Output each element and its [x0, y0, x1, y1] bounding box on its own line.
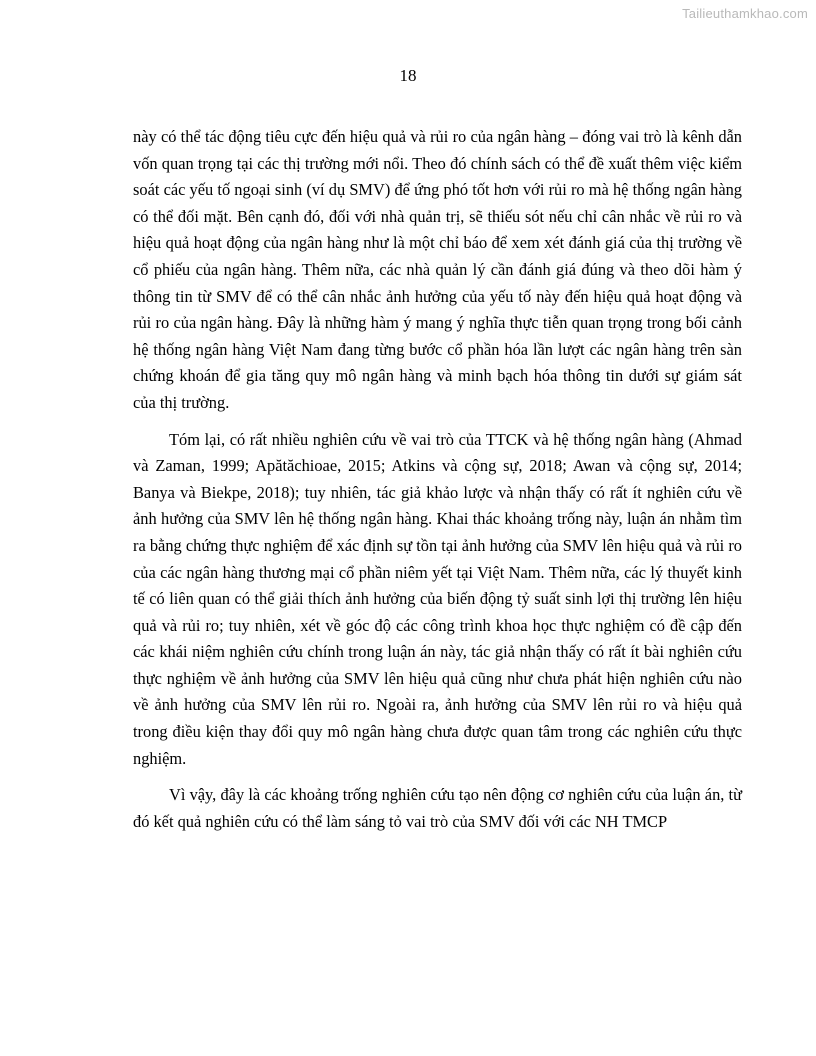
paragraph-summary: Tóm lại, có rất nhiều nghiên cứu về vai trò của TTCK và hệ thống ngân hàng (Ahmad và Zaman, 1999; Apătăchioae, 2015; Atkins và cộng sự, 2018; Awan và cộng sự, 2014; Banya và Biekpe, 2018); tuy nhiên, tác giả khảo lược và nhận thấy có rất ít nghiên cứu về ảnh hưởng của SMV lên hệ thống ngân hàng. Khai thác khoảng trống này, luận án nhằm tìm ra bằng chứng thực nghiệm để xác định sự tồn tại ảnh hưởng của SMV lên hiệu quả và rủi ro của các ngân hàng thương mại cổ phần niêm yết tại Việt Nam. Thêm nữa, các lý thuyết kinh tế có liên quan có thể giải thích ảnh hưởng của biến động tỷ suất sinh lợi thị trường lên hiệu quả và rủi ro; tuy nhiên, xét về góc độ các công trình khoa học thực nghiệm có đề cập đến các khái niệm nghiên cứu chính trong luận án này, tác giả nhận thấy có rất ít bài nghiên cứu thực nghiệm về ảnh hưởng của SMV lên hiệu quả cũng như chưa phát hiện nghiên cứu nào về ảnh hưởng của SMV lên rủi ro. Ngoài ra, ảnh hưởng của SMV lên rủi ro và hiệu quả trong điều kiện thay đổi quy mô ngân hàng chưa được quan tâm trong các nghiên cứu thực nghiệm. — [133, 429, 742, 768]
watermark: Tailieuthamkhao.com — [682, 6, 808, 21]
body-text — [133, 124, 742, 845]
page-number: 18 — [399, 66, 417, 85]
paragraph-continuation: này có thể tác động tiêu cực đến hiệu quả và rủi ro của ngân hàng – đóng vai trò là kênh dẫn vốn quan trọng tại các thị trường mới nổi. Theo đó chính sách có thể đề xuất thêm việc kiểm soát các yếu tố ngoại sinh (ví dụ SMV) để ứng phó tốt hơn với rủi ro mà hệ thống ngân hàng có thể đối mặt. Bên cạnh đó, đối với nhà quản trị, sẽ thiếu sót nếu chỉ cân nhắc về rủi ro và hiệu quả hoạt động của ngân hàng như là một chỉ báo để xem xét đánh giá của thị trường về cổ phiếu của ngân hàng. Thêm nữa, các nhà quản lý cần đánh giá đúng và theo dõi hàm ý thông tin từ SMV để có thể cân nhắc ảnh hưởng của yếu tố này đến hiệu quả hoạt động và rủi ro của ngân hàng. Đây là những hàm ý mang ý nghĩa thực tiễn quan trọng trong bối cảnh hệ thống ngân hàng Việt Nam đang từng bước cổ phần hóa lần lượt các ngân hàng trên sàn chứng khoán để gia tăng quy mô ngân hàng và minh bạch hóa thông tin dưới sự giám sát của thị trường. — [133, 127, 742, 412]
paragraph-conclusion: Vì vậy, đây là các khoảng trống nghiên cứu tạo nên động cơ nghiên cứu của luận án, từ đó kết quả nghiên cứu có thể làm sáng tỏ vai trò của SMV đối với các NH TMCP — [133, 785, 742, 831]
